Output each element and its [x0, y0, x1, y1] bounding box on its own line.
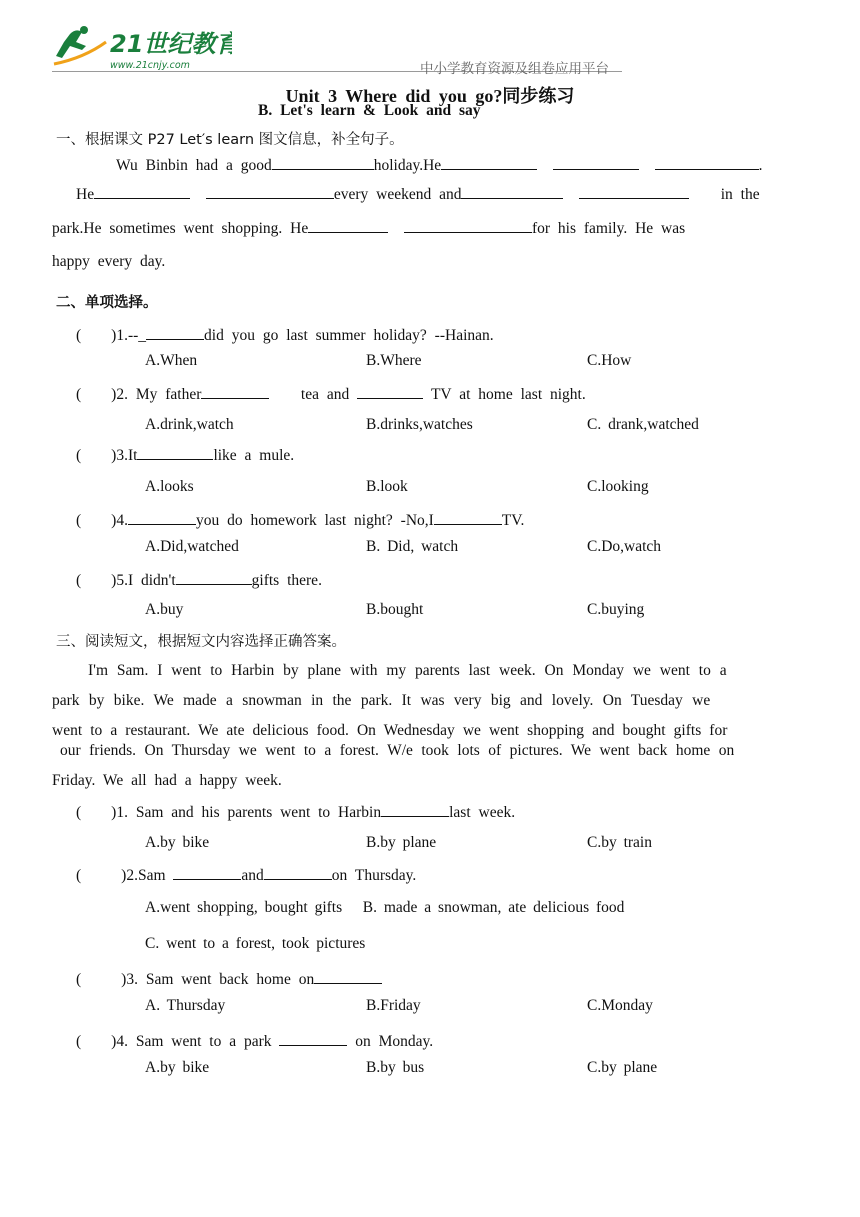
platform-name: 中小学教育资源及组卷应用平台	[420, 61, 609, 77]
blank[interactable]	[137, 445, 213, 460]
mc-question-4: ( )4. you do homework last night? -No,I TV.	[76, 512, 525, 529]
blank[interactable]	[206, 184, 334, 199]
blank[interactable]	[176, 570, 252, 585]
page-subtitle: B. Let's learn & Look and say	[258, 102, 481, 119]
q3-option-a[interactable]: A.looks	[145, 478, 194, 495]
blank[interactable]	[357, 384, 423, 399]
blank[interactable]	[441, 155, 537, 170]
blank[interactable]	[264, 865, 332, 880]
passage-line-2: park by bike. We made a snowman in the park. It was very big and lovely. On Tuesday we	[52, 692, 711, 709]
rq2-option-c[interactable]: C. went to a forest, took pictures	[145, 935, 366, 952]
section1-line1: Wu Binbin had a good holiday.He .	[116, 157, 763, 174]
blank[interactable]	[381, 802, 449, 817]
q4-option-a[interactable]: A.Did,watched	[145, 538, 239, 555]
passage-line-1: I'm Sam. I went to Harbin by plane with my parents last week. On Monday we went to a	[88, 662, 727, 679]
runner-logo-icon	[52, 24, 232, 74]
q1-option-a[interactable]: A.When	[145, 352, 198, 369]
section1-line4: happy every day.	[52, 253, 166, 270]
q2-option-a[interactable]: A.drink,watch	[145, 416, 234, 433]
rq1-option-b[interactable]: B.by plane	[366, 834, 437, 851]
blank[interactable]	[308, 218, 388, 233]
logo-url: www.21cnjy.com	[110, 60, 190, 71]
passage-line-4: our friends. On Thursday we went to a forest. W/e took lots of pictures. We went back home on	[60, 742, 735, 759]
q4-option-b[interactable]: B. Did, watch	[366, 538, 459, 555]
section3-heading: 三、阅读短文，根据短文内容选择正确答案。	[56, 634, 346, 650]
rq3-option-b[interactable]: B.Friday	[366, 997, 421, 1014]
q3-option-b[interactable]: B.look	[366, 478, 408, 495]
passage-line-3: went to a restaurant. We ate delicious food. On Wednesday we went shopping and bought gifts for	[52, 722, 728, 739]
blank[interactable]	[434, 510, 502, 525]
rq3-option-a[interactable]: A. Thursday	[145, 997, 226, 1014]
blank[interactable]	[279, 1031, 347, 1046]
q2-option-c[interactable]: C. drank,watched	[587, 416, 699, 433]
q5-option-b[interactable]: B.bought	[366, 601, 424, 618]
q1-option-b[interactable]: B.Where	[366, 352, 422, 369]
blank[interactable]	[461, 184, 563, 199]
rq4-option-b[interactable]: B.by bus	[366, 1059, 425, 1076]
q4-option-c[interactable]: C.Do,watch	[587, 538, 662, 555]
q5-option-a[interactable]: A.buy	[145, 601, 184, 618]
reading-question-4: ( )4. Sam went to a park on Monday.	[76, 1033, 434, 1050]
blank[interactable]	[655, 155, 759, 170]
rq2-option-ab[interactable]: A.went shopping, bought gifts B. made a snowman, ate delicious food	[145, 899, 625, 916]
reading-question-2: ( )2.Sam and on Thursday.	[76, 867, 417, 884]
blank[interactable]	[553, 155, 639, 170]
blank[interactable]	[272, 155, 374, 170]
mc-question-3: ( )3.It like a mule.	[76, 447, 295, 464]
blank[interactable]	[314, 969, 382, 984]
reading-question-1: ( )1. Sam and his parents went to Harbin last week.	[76, 804, 516, 821]
q1-option-c[interactable]: C.How	[587, 352, 632, 369]
q3-option-c[interactable]: C.looking	[587, 478, 649, 495]
reading-question-3: ( )3. Sam went back home on	[76, 969, 382, 989]
blank[interactable]	[201, 384, 269, 399]
blank[interactable]	[173, 865, 241, 880]
rq1-option-c[interactable]: C.by train	[587, 834, 652, 851]
mc-question-5: ( )5.I didn't gifts there.	[76, 572, 322, 589]
section2-heading: 二、单项选择。	[56, 295, 158, 311]
section1-line3: park.He sometimes went shopping. He for his family. He was	[52, 220, 686, 237]
blank[interactable]	[404, 218, 532, 233]
blank[interactable]	[128, 510, 196, 525]
logo-text: 21世纪教育	[110, 30, 232, 58]
section1-line2: He every weekend and in the	[76, 186, 760, 203]
logo	[52, 24, 232, 74]
blank[interactable]	[146, 325, 204, 340]
rq3-option-c[interactable]: C.Monday	[587, 997, 653, 1014]
passage-line-5: Friday. We all had a happy week.	[52, 772, 282, 789]
mc-question-2: ( )2. My father tea and TV at home last night.	[76, 386, 586, 403]
rq4-option-a[interactable]: A.by bike	[145, 1059, 210, 1076]
mc-question-1: ( )1.--_ did you go last summer holiday? --Hainan.	[76, 327, 494, 344]
rq1-option-a[interactable]: A.by bike	[145, 834, 210, 851]
page-title: Unit 3 Where did you go?同步练习	[285, 86, 575, 106]
blank[interactable]	[94, 184, 190, 199]
q5-option-c[interactable]: C.buying	[587, 601, 645, 618]
blank[interactable]	[579, 184, 689, 199]
section1-heading: 一、根据课文 P27 Let′s learn 图文信息，补全句子。	[56, 132, 404, 148]
rq4-option-c[interactable]: C.by plane	[587, 1059, 658, 1076]
q2-option-b[interactable]: B.drinks,watches	[366, 416, 473, 433]
